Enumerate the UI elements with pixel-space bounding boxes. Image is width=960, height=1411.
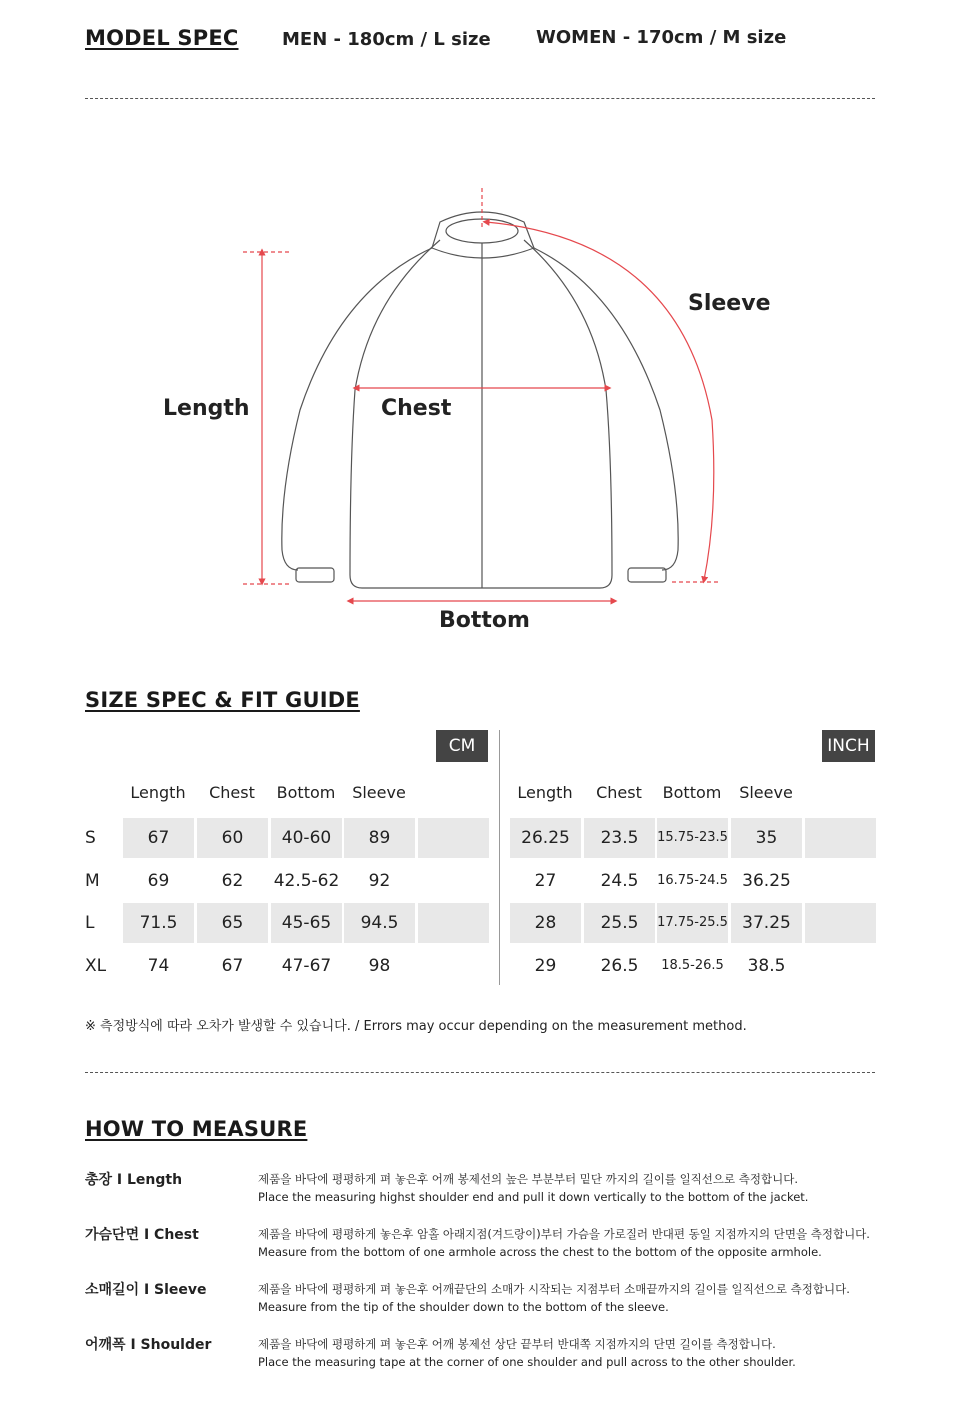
model-spec-women: WOMEN - 170cm / M size: [536, 27, 787, 48]
model-spec-men: MEN - 180cm / L size: [282, 29, 491, 50]
table-cell: 25.5: [584, 903, 655, 943]
measure-desc-en: Place the measuring highst shoulder end and pull it down vertically to the bottom of the jacket.: [258, 1190, 809, 1204]
table-cell: 24.5: [600, 871, 639, 891]
measure-label-length: 총장 I Length: [85, 1172, 183, 1188]
table-cell: 65: [197, 903, 268, 943]
table-cell: 17.75-25.5: [657, 903, 728, 943]
table-cell: 94.5: [344, 903, 415, 943]
inch-head-length: Length: [517, 783, 573, 802]
label-length: Length: [163, 396, 250, 421]
measure-desc-ko: 제품을 바닥에 평평하게 펴 놓은후 어깨끝단의 소매가 시작되는 지점부터 소매끝까지의 길이를 일직선으로 측정합니다.: [258, 1282, 850, 1296]
jacket-illustration: [0, 130, 960, 660]
table-cell: 29: [534, 956, 557, 976]
table-cell: 74: [147, 956, 170, 976]
table-cell: 38.5: [747, 956, 786, 976]
measure-label-sleeve: 소매길이 I Sleeve: [85, 1282, 207, 1298]
table-cell: 26.5: [600, 956, 639, 976]
table-cell: 28: [510, 903, 581, 943]
inch-head-chest: Chest: [596, 783, 642, 802]
label-bottom: Bottom: [439, 608, 530, 633]
table-cell-empty: [418, 903, 489, 943]
table-cell: 26.25: [510, 818, 581, 858]
measure-desc-ko: 제품을 바닥에 평평하게 펴 놓은후 어깨 봉제선의 높은 부분부터 밑단 까지의 길이를 일직선으로 측정합니다.: [258, 1172, 798, 1186]
measure-desc-en: Place the measuring tape at the corner of one shoulder and pull across to the other shoulder.: [258, 1355, 796, 1369]
table-cell-empty: [805, 903, 876, 943]
table-cell: 27: [534, 871, 557, 891]
table-cell: 69: [147, 871, 170, 891]
inch-badge: INCH: [822, 730, 875, 762]
table-cell: 16.75-24.5: [657, 873, 728, 888]
table-cell: 42.5-62: [273, 871, 340, 891]
table-cell: 15.75-23.5: [657, 818, 728, 858]
table-cell: 60: [197, 818, 268, 858]
measure-desc-en: Measure from the bottom of one armhole across the chest to the bottom of the opposite armhole.: [258, 1245, 822, 1259]
table-cell: 67: [123, 818, 194, 858]
table-cell: 40-60: [271, 818, 342, 858]
table-cell: 35: [731, 818, 802, 858]
table-cell: 62: [221, 871, 244, 891]
measure-label-shoulder: 어깨폭 I Shoulder: [85, 1337, 212, 1353]
table-cell: 18.5-26.5: [661, 958, 724, 973]
table-cell-empty: [805, 818, 876, 858]
measure-desc-en: Measure from the tip of the shoulder down to the bottom of the sleeve.: [258, 1300, 669, 1314]
label-sleeve: Sleeve: [688, 291, 771, 316]
measure-label-chest: 가슴단면 I Chest: [85, 1227, 199, 1243]
inch-head-sleeve: Sleeve: [739, 783, 793, 802]
cm-head-length: Length: [130, 783, 186, 802]
jacket-diagram: [0, 130, 960, 660]
model-spec-title: MODEL SPEC: [85, 26, 239, 50]
size-label-s: S: [85, 828, 96, 848]
measure-desc-ko: 제품을 바닥에 평평하게 놓은후 암홀 아래지점(겨드랑이)부터 가슴을 가로질러 반대편 동일 지점까지의 단면을 측정합니다.: [258, 1227, 870, 1241]
cm-badge: CM: [436, 730, 488, 762]
measurement-note: ※ 측정방식에 따라 오차가 발생할 수 있습니다. / Errors may occur depending on the measurement method.: [85, 1019, 747, 1034]
cm-head-sleeve: Sleeve: [352, 783, 406, 802]
size-spec-title: SIZE SPEC & FIT GUIDE: [85, 688, 360, 712]
divider-top: [85, 98, 875, 99]
size-label-m: M: [85, 871, 100, 891]
table-cell: 92: [368, 871, 391, 891]
measure-desc-ko: 제품을 바닥에 평평하게 펴 놓은후 어깨 봉제선 상단 끝부터 반대쪽 지점까지의 단면 길이를 측정합니다.: [258, 1337, 776, 1351]
table-cell: 37.25: [731, 903, 802, 943]
table-cell: 89: [344, 818, 415, 858]
table-cell: 98: [368, 956, 391, 976]
table-cell: 47-67: [281, 956, 332, 976]
cm-head-bottom: Bottom: [276, 783, 336, 802]
size-label-xl: XL: [85, 956, 107, 976]
size-label-l: L: [85, 913, 95, 933]
table-cell-empty: [418, 818, 489, 858]
table-cell: 67: [221, 956, 244, 976]
table-cell: 71.5: [123, 903, 194, 943]
how-to-measure-title: HOW TO MEASURE: [85, 1117, 308, 1141]
inch-head-bottom: Bottom: [662, 783, 722, 802]
table-divider: [499, 730, 500, 985]
table-cell: 36.25: [742, 871, 791, 891]
jacket-outline: [282, 212, 678, 588]
label-chest: Chest: [381, 396, 452, 421]
table-cell: 45-65: [271, 903, 342, 943]
cm-head-chest: Chest: [209, 783, 255, 802]
divider-bottom: [85, 1072, 875, 1073]
table-cell: 23.5: [584, 818, 655, 858]
